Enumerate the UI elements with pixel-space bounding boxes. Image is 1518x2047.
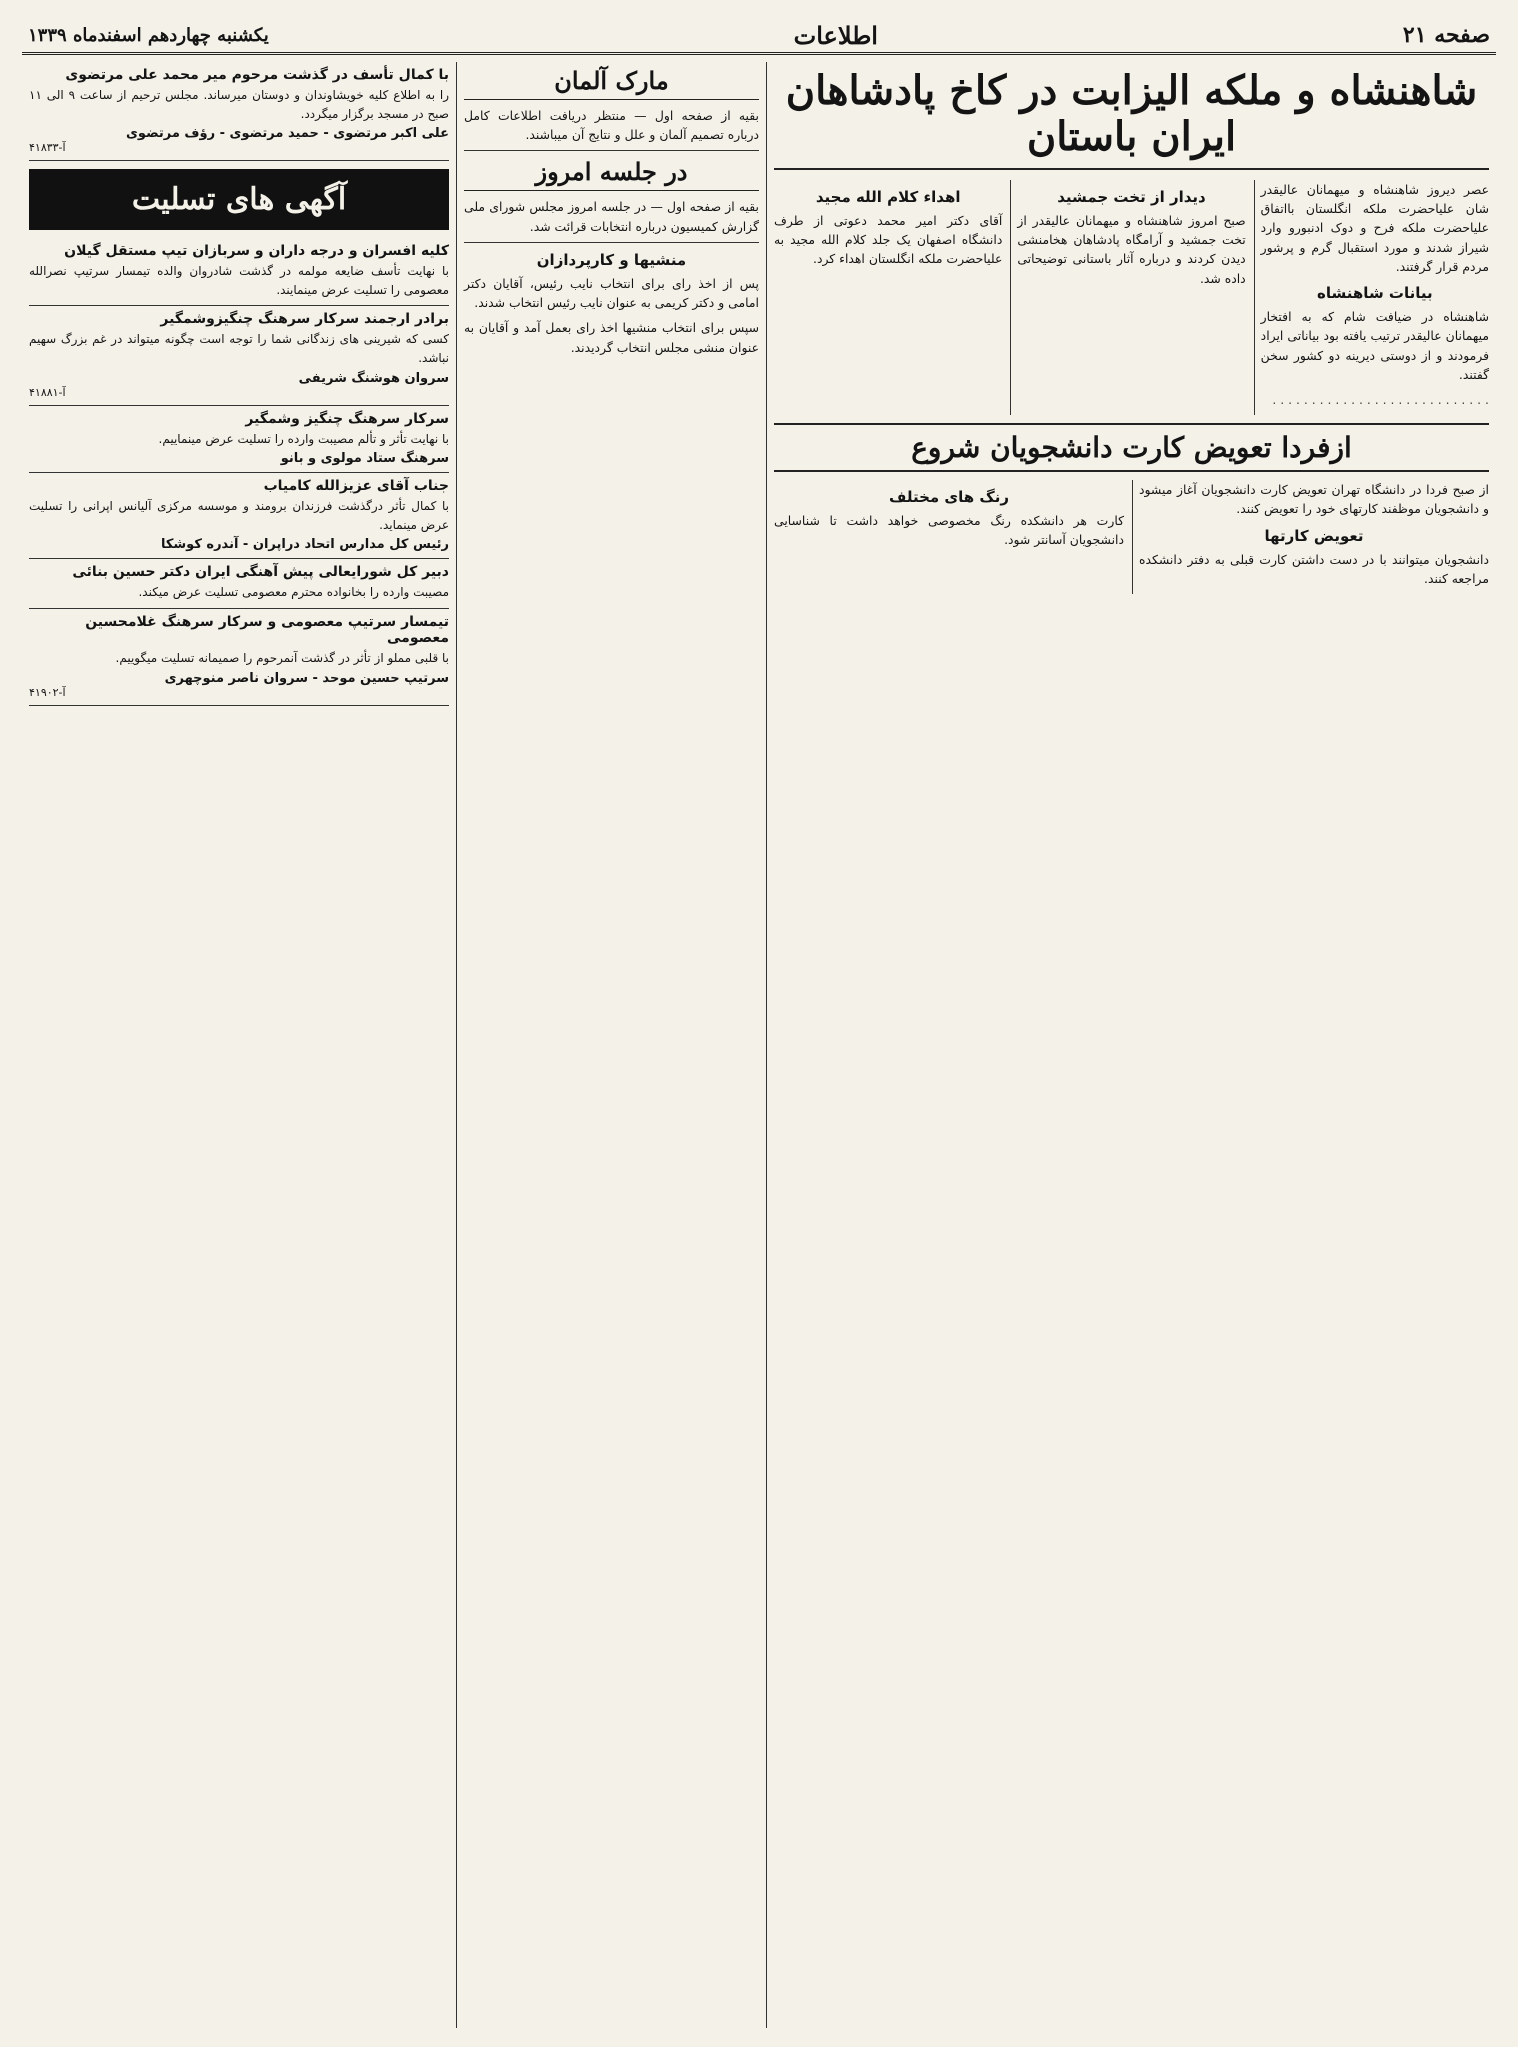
right-col-paragraph: سپس برای انتخاب منشیها اخذ رای بعمل آمد و آقایان به عنوان منشی مجلس انتخاب گردیدند.	[464, 320, 759, 355]
article-subhead: دیدار از تخت جمشید	[1057, 188, 1206, 206]
notice-signature: علی اکبر مرتضوی - حمید مرتضوی - رؤف مرتضوی	[126, 126, 449, 142]
notice-signature: رئیس کل مدارس اتحاد دراپران - آندره کوشکا	[160, 537, 449, 553]
main-headline: شاهنشاه و ملکه الیزابت در کاخ پادشاهان ایران باستان	[774, 68, 1489, 170]
cards-headline: ازفردا تعویض کارت دانشجویان شروع	[774, 423, 1489, 472]
cards-subhead: تعویض کارتها	[1264, 526, 1364, 545]
newspaper-name: اطلاعات	[793, 20, 878, 50]
main-article-sub-col	[1254, 180, 1489, 415]
cards-subhead: رنگ های مختلف	[888, 488, 1010, 507]
notice-body: با قلبی مملو از تأثر در گذشت آنمرحوم را صمیمانه تسلیت میگوییم.	[115, 650, 449, 665]
notice-code: آ-۴۱۸۳۳	[29, 141, 66, 155]
notice-code: آ-۴۱۸۸۱	[29, 385, 66, 399]
main-article-sub-col	[774, 180, 1002, 415]
condolence-notice	[29, 62, 449, 161]
notice-title: تیمسار سرتیپ معصومی و سرکار سرهنگ غلامحسین معصومی	[85, 613, 449, 646]
notice-code: آ-۴۱۹۰۲	[29, 685, 66, 699]
notice-signature: سرتیپ حسین موحد - سروان ناصر منوچهری	[164, 670, 449, 686]
middle-paragraph: آقای دکتر امیر محمد دعوتی از طرف دانشگاه اصفهان یک جلد کلام الله مجید به علیاحضرت ملکه انگلستان اهداء کرد.	[774, 213, 1003, 267]
cards-paragraph: کارت هر دانشکده رنگ مخصوصی خواهد داشت تا شناسایی دانشجویان آسانتر شود.	[774, 513, 1124, 548]
notice-body: با نهایت تأسف ضایعه مولمه در گذشت شادروان والده تیمسار سرتیپ نصرالله معصومی را تسلیت عرض مینمایند.	[29, 264, 449, 297]
article-paragraph: شاهنشاه در ضیافت شام که به افتخار میهمانان عالیقدر ترتیب یافته بود بیاناتی ایراد فرمودند و از دوستی دیرینه دو کشور سخن گفتند.	[1260, 309, 1489, 382]
condolence-notice	[29, 609, 449, 706]
main-article-sub-col	[1010, 180, 1245, 415]
article-subhead: بیانات شاهنشاه	[1317, 284, 1433, 303]
article-paragraph: صبح امروز شاهنشاه و میهمانان عالیقدر از تخت جمشید و آرامگاه پادشاهان هخامنشی دیدن کردند و درباره آثار باستانی توضیحاتی داده شد.	[1017, 213, 1246, 286]
notice-title: دبیر کل شورایعالی پیش آهنگی ایران دکتر حسین بنائی	[72, 564, 449, 581]
notice-title: سرکار سرهنگ چنگیز وشمگیر	[245, 410, 449, 427]
condolences-banner: آگهی های تسلیت	[29, 169, 449, 230]
cards-paragraph: دانشجویان میتوانند با در دست داشتن کارت قبلی به دفتر دانشکده مراجعه کنند.	[1139, 551, 1489, 586]
condolence-notice	[29, 306, 449, 405]
notice-title: برادر ارجمند سرکار سرهنگ چنگیزوشمگیر	[160, 311, 449, 328]
notice-body: با کمال تأثر درگذشت فرزندان برومند و موسسه مرکزی آلیانس اپرانی را تسلیت عرض مینماید.	[29, 499, 449, 532]
notice-signature: سرهنگ ستاد مولوی و بانو	[280, 451, 449, 467]
notice-body: را به اطلاع کلیه خویشاوندان و دوستان میرساند. مجلس ترحیم از ساعت ۹ الی ۱۱ صبح در مسجد برگزار میگردد.	[29, 88, 449, 121]
right-col-paragraph: پس از اخذ رای برای انتخاب نایب رئیس، آقایان دکتر امامی و دکتر کریمی به عنوان نایب رئیس انتخاب شدند.	[464, 275, 759, 311]
notice-body: با نهایت تأثر و تألم مصیبت وارده را تسلیت عرض مینماییم.	[158, 431, 449, 446]
divider	[464, 150, 759, 151]
notice-body: مصیبت وارده را بخانواده محترم معصومی تسلیت عرض میکند.	[138, 585, 449, 600]
condolence-notice	[29, 406, 449, 474]
notice-title: کلیه افسران و درجه داران و سربازان تیپ مستقل گیلان	[64, 243, 449, 260]
newspaper-page	[22, 18, 1496, 2028]
page-number: صفحه ۲۱	[1402, 22, 1490, 48]
middle-head: اهداء کلام الله مجید	[815, 188, 961, 206]
columns	[22, 62, 1496, 2028]
notice-title: جناب آقای عزیزالله کامیاب	[263, 478, 449, 495]
condolence-notice	[29, 473, 449, 559]
session-paragraph: بقیه از صفحه اول — در جلسه امروز مجلس شورای ملی گزارش کمیسیون درباره انتخابات قرائت شد.	[464, 199, 759, 234]
cards-sub-col	[774, 480, 1124, 594]
notice-signature: سروان هوشنگ شریفی	[298, 370, 449, 386]
article-paragraph: . . . . . . . . . . . . . . . . . . . . . . . . . . . .	[1272, 391, 1489, 407]
main-article-column	[766, 62, 1496, 2028]
cards-sub-col	[1132, 480, 1489, 594]
right-col-head: منشیها و کارپردازان	[536, 250, 687, 269]
mark-headline: مارک آلمان	[464, 66, 759, 100]
notice-title: با کمال تأسف در گذشت مرحوم میر محمد علی مرتضوی	[65, 67, 449, 83]
mark-paragraph: بقیه از صفحه اول — منتظر دریافت اطلاعات کامل درباره تصمیم آلمان و علل و نتایج آن میباشند.	[464, 108, 759, 143]
condolence-notice	[29, 559, 449, 609]
article-paragraph: عصر دیروز شاهنشاه و میهمانان عالیقدر شان علیاحضرت ملکه انگلستان بااتفاق علیاحضرت ملکه فرح و دوک ادنبورو وارد شیراز شدند و مورد استقبال گرم و پرشور مردم قرار گرفتند.	[1260, 182, 1489, 274]
condolence-notice	[29, 238, 449, 306]
divider	[464, 242, 759, 243]
notice-body: کسی که شیرینی های زندگانی شما را توجه است چگونه میتواند در غم بزرگ سهیم نباشد.	[29, 332, 449, 365]
middle-column	[456, 62, 766, 2028]
condolences-column	[22, 62, 456, 2028]
masthead	[22, 18, 1496, 55]
issue-date: یکشنبه چهاردهم اسفندماه ۱۳۳۹	[28, 24, 269, 46]
cards-paragraph: از صبح فردا در دانشگاه تهران تعویض کارت دانشجویان آغاز میشود و دانشجویان موظفند کارتهای خود را تعویض کنند.	[1139, 482, 1489, 517]
session-headline: در جلسه امروز	[464, 157, 759, 191]
